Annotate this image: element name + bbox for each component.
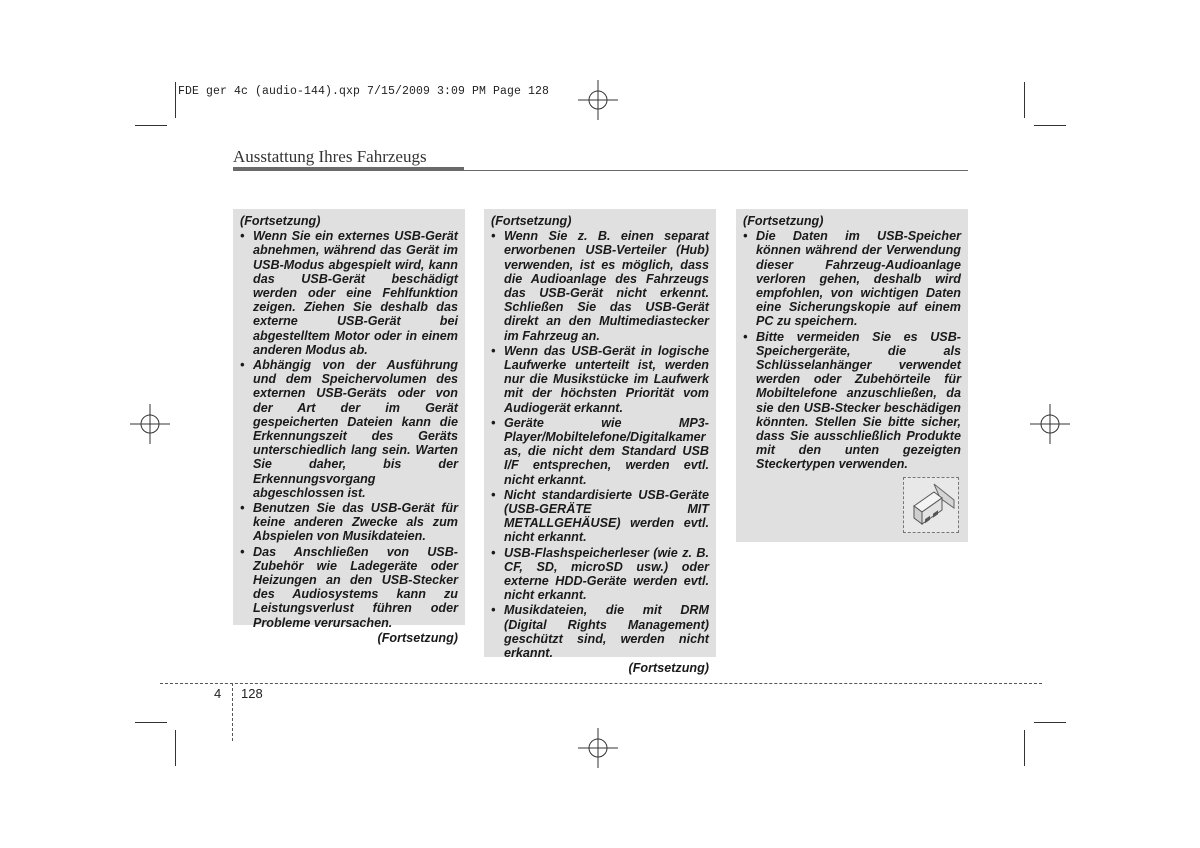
crop-mark xyxy=(1034,125,1066,126)
list-item: • USB-Flashspeicherleser (wie z. B. CF, SD, microSD usw.) oder externe HDD-Geräte werden evtl. nicht erkannt. xyxy=(491,545,709,603)
list-item: • Abhängig von der Ausführung und dem Speichervolumen des externen USB-Geräts oder von der Art der im Gerät gespeicherten Dateien kann die Erkennungszeit des Geräts unterschiedlich lang sein. Warten Sie daher, bis der Erkennungsvorgang abgeschlossen ist. xyxy=(240,358,458,500)
list-item: • Wenn Sie ein externes USB-Gerät abnehmen, während das Gerät im USB-Modus abgespielt wird, kann das USB-Gerät beschädigt werden oder eine Fehlfunktion zeigen. Ziehen Sie deshalb das externe USB-Gerät bei abgestelltem Motor oder in einem anderen Modus ab. xyxy=(240,229,458,357)
list-item: • Musikdateien, die mit DRM (Digital Rights Management) geschützt sind, werden nicht erkannt. xyxy=(491,603,709,661)
chapter-number: 4 xyxy=(214,686,222,701)
bullet-list xyxy=(240,229,458,630)
list-item: • Bitte vermeiden Sie es USB-Speichergeräte, die als Schlüsselanhänger verwendet werden oder Zubehörteile für Mobiltelefone anzuschließen, da sie den USB-Stecker beschädigen könnten. Stellen Sie bitte sicher, dass Sie ausschließlich Produkte mit den unten gezeigten Steckertypen verwenden. xyxy=(743,329,961,472)
registration-mark-icon xyxy=(1030,404,1070,444)
usb-connector-icon xyxy=(904,478,958,532)
continued-label: (Fortsetzung) xyxy=(240,214,321,228)
notice-box-1 xyxy=(233,209,465,645)
registration-mark-icon xyxy=(578,80,618,120)
print-slug: FDE ger 4c (audio-144).qxp 7/15/2009 3:09 PM Page 128 xyxy=(178,85,550,98)
header-rule-thin xyxy=(464,170,968,171)
bullet-list xyxy=(491,229,709,660)
footer-rule xyxy=(160,683,1042,684)
continued-label: (Fortsetzung) xyxy=(743,214,824,228)
header-rule-thick xyxy=(233,167,464,171)
list-item: • Das Anschließen von USB-Zubehör wie Ladegeräte oder Heizungen an den USB-Stecker des Audiosystems kann zu Leistungsverlust führen oder Probleme verursachen. xyxy=(240,544,458,630)
crop-mark xyxy=(175,730,176,766)
section-title: Ausstattung Ihres Fahrzeugs xyxy=(233,147,427,166)
notice-box-2 xyxy=(484,209,716,676)
continued-label: (Fortsetzung) xyxy=(628,661,709,676)
registration-mark-icon xyxy=(130,404,170,444)
crop-mark xyxy=(175,82,176,118)
list-item: • Die Daten im USB-Speicher können während der Verwendung dieser Fahrzeug-Audioanlage verloren gehen, deshalb wird empfohlen, von wichtigen Daten eine Sicherungskopie auf einem PC zu speichern. xyxy=(743,229,961,329)
continued-label: (Fortsetzung) xyxy=(377,630,458,645)
list-item: • Benutzen Sie das USB-Gerät für keine anderen Zwecke als zum Abspielen von Musikdateien. xyxy=(240,501,458,544)
registration-mark-icon xyxy=(578,728,618,768)
page-number: 128 xyxy=(241,686,263,701)
list-item: • Wenn das USB-Gerät in logische Laufwerke unterteilt ist, werden nur die Musikstücke im Laufwerk mit der höchsten Priorität vom Audiogerät erkannt. xyxy=(491,343,709,415)
list-item: • Geräte wie MP3- Player/Mobiltelefone/Digitalkamer as, die nicht dem Standard USB I/F entsprechen, werden evtl. nicht erkannt. xyxy=(491,415,709,487)
crop-mark xyxy=(1034,722,1066,723)
usb-connector-image xyxy=(903,477,959,533)
crop-mark xyxy=(135,125,167,126)
bullet-list xyxy=(743,229,961,471)
crop-mark xyxy=(1024,730,1025,766)
list-item: • Nicht standardisierte USB-Geräte (USB-GERÄTE MIT METALLGEHÄUSE) werden evtl. nicht erkannt. xyxy=(491,487,709,545)
list-item: • Wenn Sie z. B. einen separat erworbenen USB-Verteiler (Hub) verwenden, ist es möglich, dass die Audioanlage des Fahrzeugs das USB-Gerät nicht erkennt. Schließen Sie das USB-Gerät direkt an den Multimediastecker im Fahrzeug an. xyxy=(491,229,709,343)
continued-label: (Fortsetzung) xyxy=(491,214,572,228)
crop-mark xyxy=(1024,82,1025,118)
crop-mark xyxy=(135,722,167,723)
footer-divider xyxy=(232,683,233,741)
